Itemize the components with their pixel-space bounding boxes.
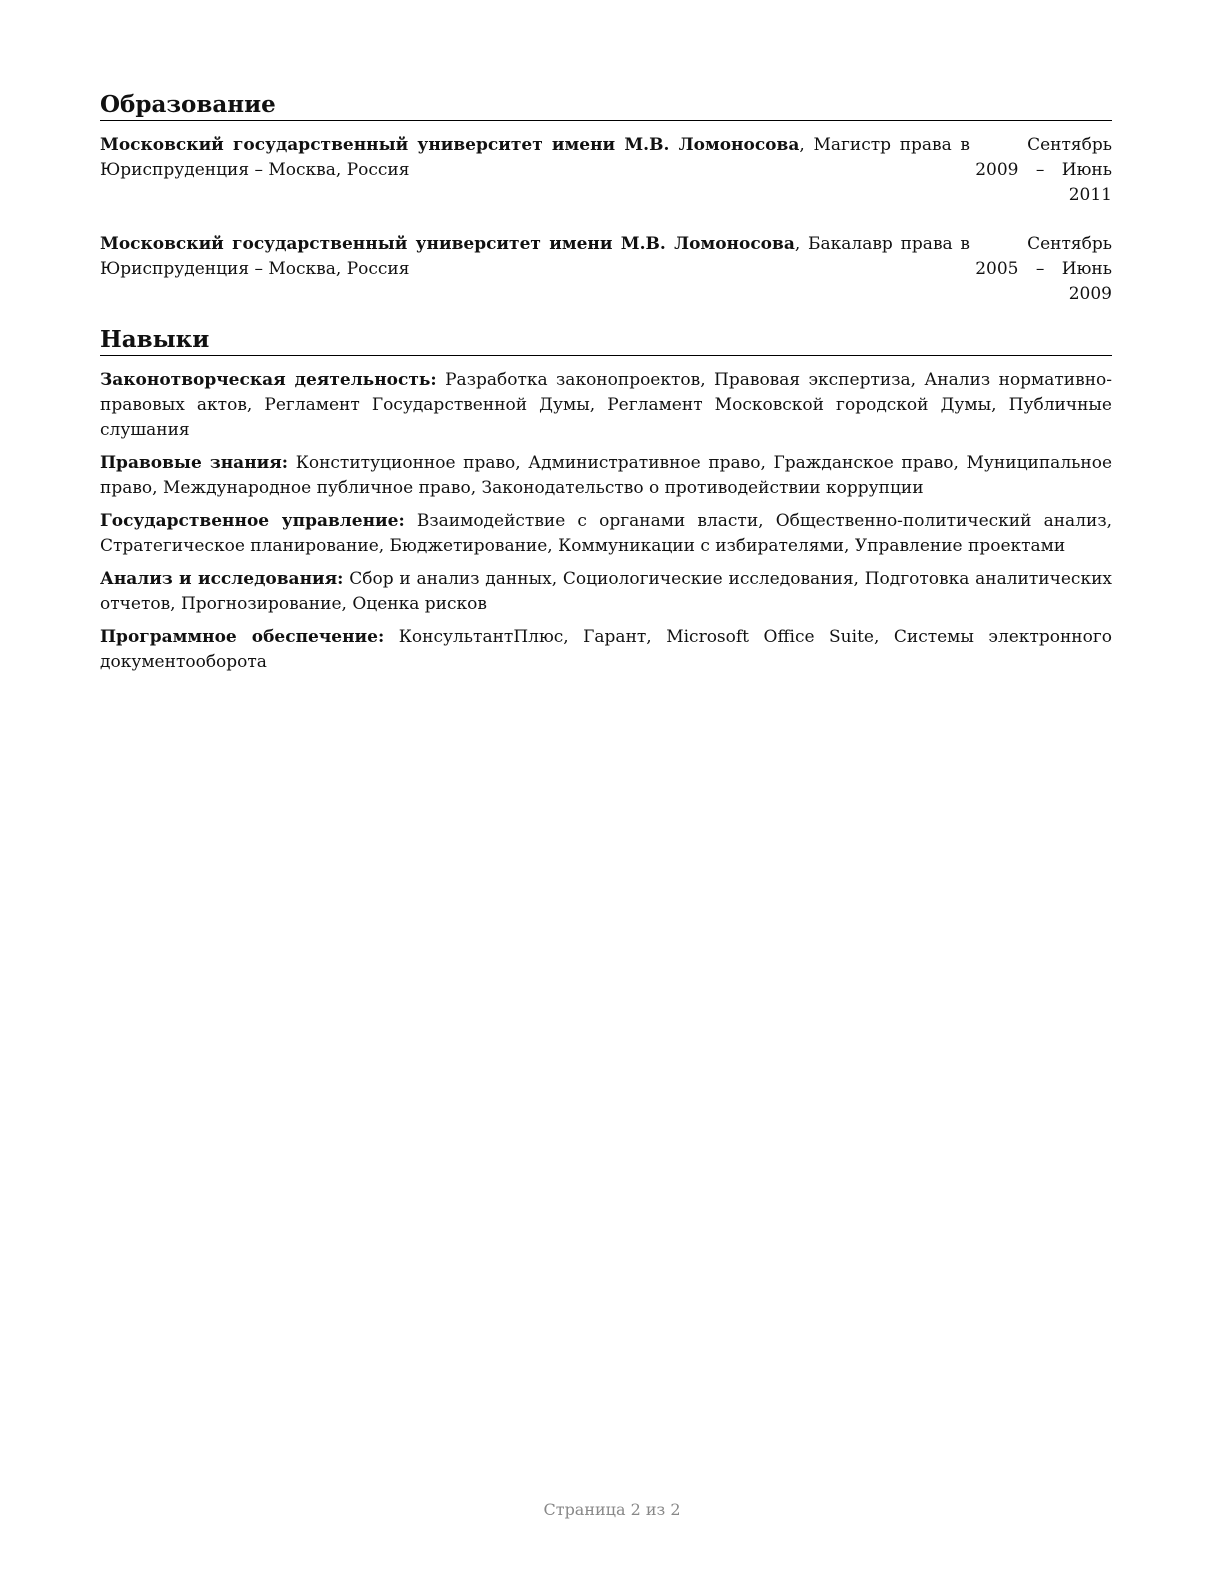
page-number: Страница 2 из 2 xyxy=(543,1500,681,1519)
education-degree: , Бакалавр права в Юриспруденция – Москва, Россия xyxy=(100,234,970,279)
education-list xyxy=(100,133,1112,307)
skill-label: Анализ и исследования: xyxy=(100,569,344,589)
skill-text: Конституционное право, Административное право, Гражданское право, Муниципальное право, Международное публичное право, Законодательство о противодействии коррупции xyxy=(100,453,1112,498)
education-dates: Сентябрь 2005 – Июнь 2009 xyxy=(975,234,1112,304)
education-entry xyxy=(100,133,1112,208)
education-degree: , Магистр права в Юриспруденция – Москва, Россия xyxy=(100,135,971,180)
skill-row xyxy=(100,368,1112,443)
education-entry xyxy=(100,232,1112,307)
skill-text: Сбор и анализ данных, Социологические исследования, Подготовка аналитических отчетов, Прогнозирование, Оценка рисков xyxy=(100,569,1112,614)
education-heading: Образование xyxy=(100,90,1112,121)
education-entry-details xyxy=(100,232,970,307)
skill-text: Взаимодействие с органами власти, Общественно-политический анализ, Стратегическое планирование, Бюджетирование, Коммуникации с избирателями, Управление проектами xyxy=(100,511,1113,556)
skill-label: Государственное управление: xyxy=(100,511,405,531)
education-section xyxy=(100,90,1112,307)
skill-label: Законотворческая деятельность: xyxy=(100,370,437,390)
resume-page xyxy=(100,90,1112,683)
education-institution: Московский государственный университет имени М.В. Ломоносова xyxy=(100,234,795,254)
skills-heading: Навыки xyxy=(100,325,1112,356)
skill-label: Правовые знания: xyxy=(100,453,289,473)
education-entry-details xyxy=(100,133,970,208)
skill-text: Разработка законопроектов, Правовая экспертиза, Анализ нормативно-правовых актов, Регламент Государственной Думы, Регламент Московской городской Думы, Публичные слушания xyxy=(100,370,1113,440)
skill-row xyxy=(100,567,1112,617)
education-institution: Московский государственный университет имени М.В. Ломоносова xyxy=(100,135,800,155)
skill-label: Программное обеспечение: xyxy=(100,627,385,647)
skill-row xyxy=(100,451,1112,501)
skill-text: КонсультантПлюс, Гарант, Microsoft Office Suite, Системы электронного документооборота xyxy=(100,627,1112,672)
education-dates: Сентябрь 2009 – Июнь 2011 xyxy=(975,135,1112,205)
skill-row xyxy=(100,509,1112,559)
skills-section xyxy=(100,325,1112,675)
skill-row xyxy=(100,625,1112,675)
skills-list xyxy=(100,368,1112,675)
